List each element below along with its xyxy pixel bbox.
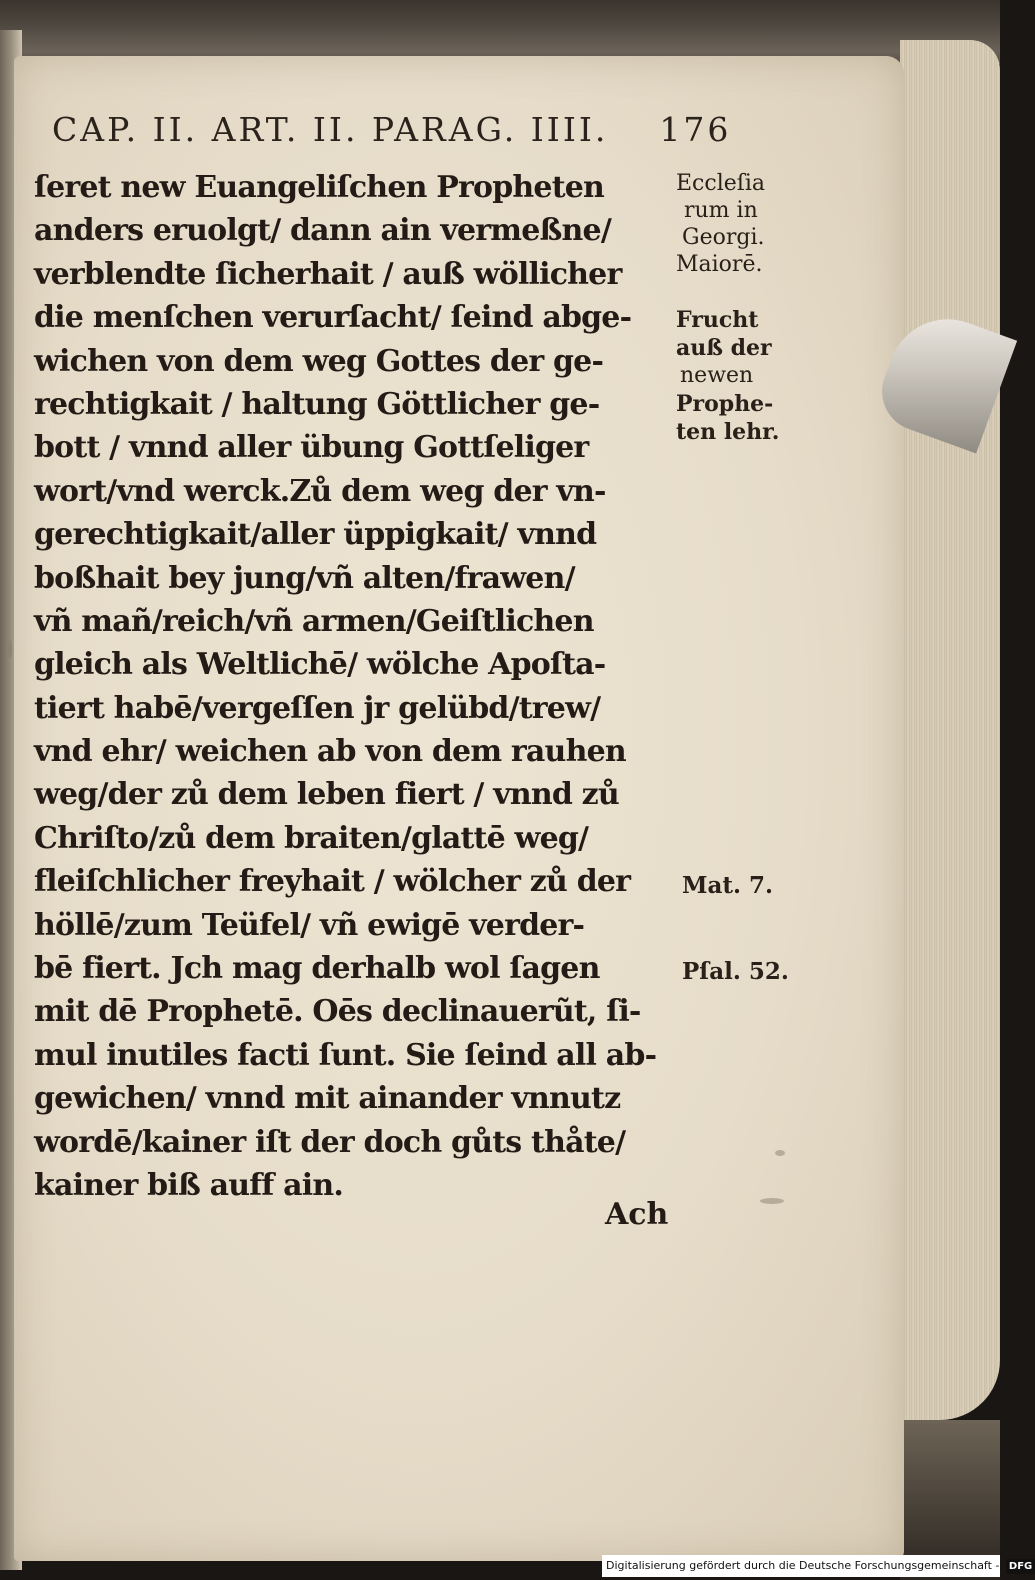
marginal-line: Prophe-	[676, 391, 774, 417]
text-line: tiert habē/vergeſſen jr gelübd/trew/	[34, 690, 601, 726]
text-line: ſeret new Euangeliſchen Propheten	[34, 170, 605, 205]
ink-mark	[8, 640, 12, 658]
marginal-ref-matthew: Mat. 7.	[682, 872, 774, 899]
body-text	[34, 166, 684, 1207]
marginal-line: ten lehr.	[676, 419, 780, 445]
text-line: vnd ehr/ weichen ab von dem rauhen	[34, 734, 626, 770]
text-line: höllē/zum Teüfel/ vñ ewigē verder-	[34, 907, 585, 943]
text-line: bott / vnnd aller übung Gottſeliger	[34, 430, 589, 466]
ink-smudge	[775, 1150, 785, 1156]
text-line: wordē/kainer iſt der doch gůts thåte/	[34, 1124, 626, 1160]
credit-text: Digitalisierung gefördert durch die Deutsche Forschungsgemeinschaft -	[606, 1559, 1000, 1572]
marginal-line: auß der	[676, 335, 772, 361]
text-line: rechtigkait / haltung Göttlicher ge-	[34, 386, 600, 422]
text-line: weg/der zů dem leben fiert / vnnd zů	[34, 777, 619, 813]
marginal-ref-psalm: Pſal. 52.	[682, 958, 789, 985]
marginal-line: rum in	[684, 198, 758, 223]
text-line: mit dē Prophetē. Oēs declinauerũt, ſi-	[34, 994, 641, 1030]
text-line: die menſchen verurſacht/ ſeind abge-	[34, 300, 632, 336]
text-line: Chriſto/zů dem braiten/glattē weg/	[34, 820, 589, 856]
marginal-note-frucht	[676, 306, 779, 446]
text-line: bē fiert. Jch mag derhalb wol ſagen	[34, 951, 600, 987]
marginal-note-ecclesiarum	[676, 170, 765, 278]
running-title: CAP. II. ART. II. PARAG. IIII.	[52, 110, 609, 149]
dfg-logo: DFG	[1006, 1559, 1035, 1574]
text-line: fleiſchlicher freyhait / wölcher zů der	[34, 864, 631, 900]
catchword: Ach	[605, 1197, 669, 1232]
text-line: gerechtigkait/aller üppigkait/ vnnd	[34, 517, 597, 553]
text-line: wort/vnd werck.Zů dem weg der vn-	[34, 473, 606, 509]
marginal-line: Georgi.	[682, 225, 765, 250]
text-line: wichen von dem weg Gottes der ge-	[34, 343, 604, 379]
text-line: verblendte ſicherhait / auß wöllicher	[34, 256, 622, 292]
text-line: gleich als Weltlichē/ wölche Apoſta-	[34, 647, 606, 683]
ink-smudge	[760, 1198, 784, 1204]
text-line: gewichen/ vnnd mit ainander vnnutz	[34, 1081, 621, 1117]
marginal-line: Maiorē.	[676, 252, 763, 277]
book-top-edge	[0, 0, 1000, 64]
marginal-line: Eccleſia	[676, 171, 766, 196]
text-line: kainer biß auff ain.	[34, 1167, 343, 1203]
marginal-line: newen	[680, 363, 754, 388]
folio-number: 176	[659, 110, 732, 149]
text-line: mul inutiles facti ſunt. Sie ſeind all ab-	[34, 1037, 657, 1073]
digitization-credit	[602, 1555, 1033, 1577]
text-line: anders eruolgt/ dann ain vermeßne/	[34, 213, 611, 249]
marginal-line: Frucht	[676, 307, 759, 333]
page-edges	[900, 40, 1000, 1420]
text-line: vñ mañ/reich/vñ armen/Geiſtlichen	[34, 603, 594, 639]
text-line: boßhait bey jung/vñ alten/frawen/	[34, 560, 575, 596]
running-header	[52, 110, 732, 160]
